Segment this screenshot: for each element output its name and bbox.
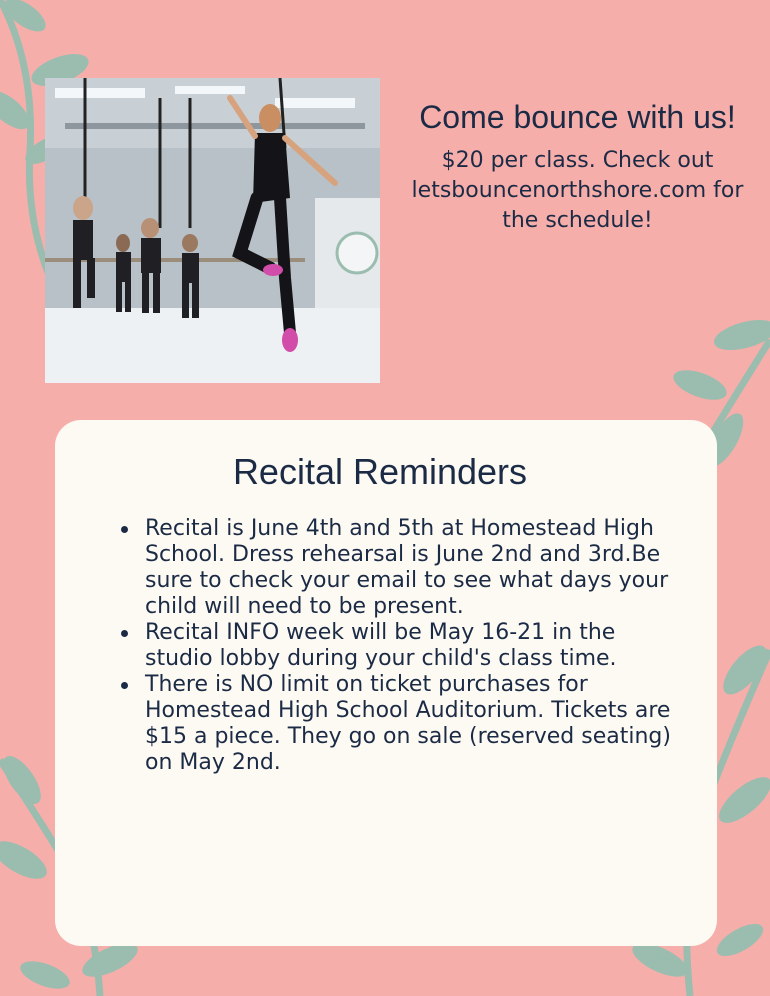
recital-list bbox=[145, 516, 685, 776]
promo-box bbox=[400, 100, 755, 236]
recital-item-info-week: Recital INFO week will be May 16-21 in the studio lobby during your child's class time. bbox=[145, 620, 685, 672]
recital-item-tickets: There is NO limit on ticket purchases for Homestead High School Auditorium. Tickets are $15 a piece. They go on sale (reserved seating) on May 2nd. bbox=[145, 672, 685, 776]
recital-title: Recital Reminders bbox=[232, 451, 528, 492]
photo-illustration bbox=[45, 78, 380, 383]
promo-text: $20 per class. Check out letsbouncenorthshore.com for the schedule! bbox=[411, 148, 744, 233]
recital-item-dates: Recital is June 4th and 5th at Homestead High School. Dress rehearsal is June 2nd and 3rd.Be sure to check your email to see what days your child will need to be present. bbox=[145, 516, 685, 620]
recital-card bbox=[55, 420, 717, 946]
promo-heading: Come bounce with us! bbox=[419, 99, 736, 135]
bungee-class-photo bbox=[45, 78, 380, 383]
